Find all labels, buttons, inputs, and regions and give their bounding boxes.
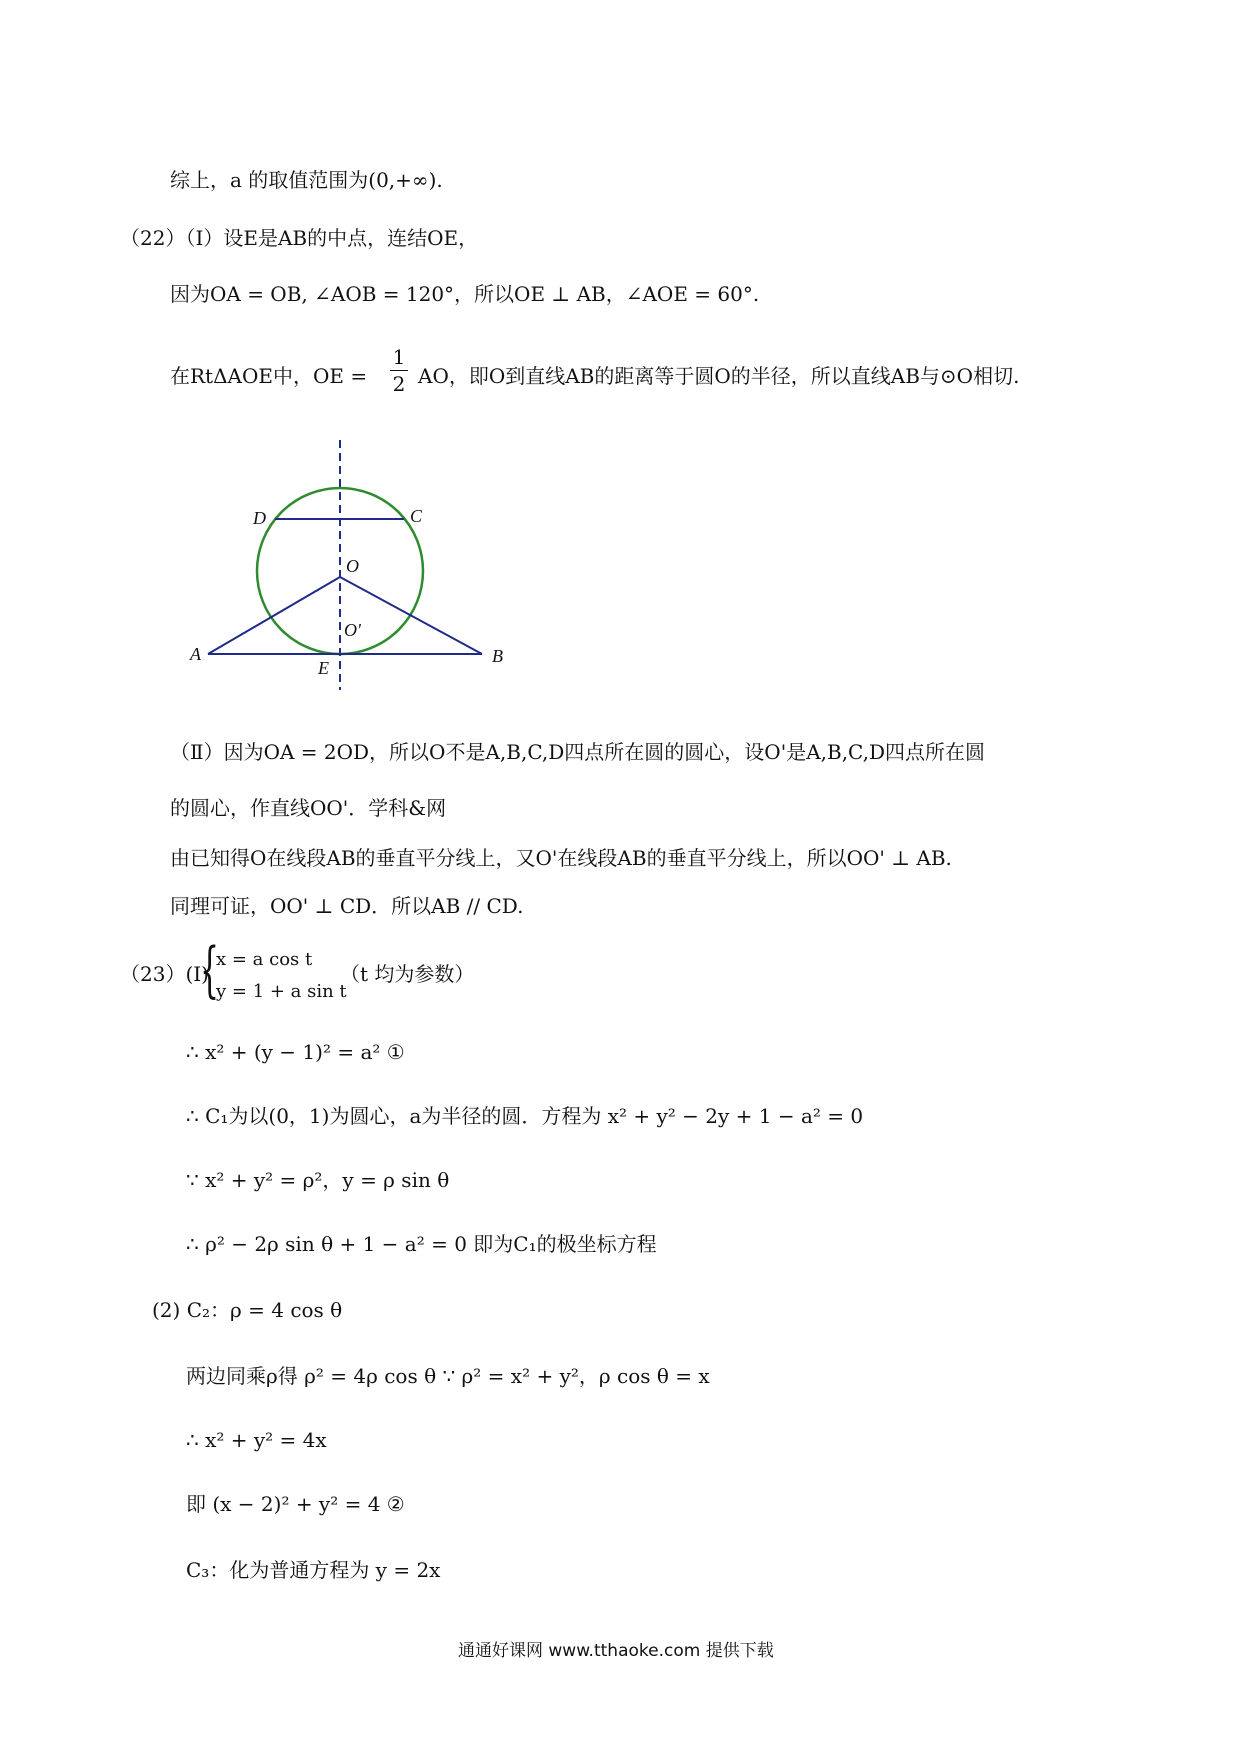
text-line-4a: 在RtΔAOE中，OE = <box>170 364 368 388</box>
text-line-13: ∴ ρ² − 2ρ sin θ + 1 − a² = 0 即为C₁的极坐标方程 <box>186 1232 657 1256</box>
label-b: B <box>492 646 503 666</box>
text-line-17: 即 (x − 2)² + y² = 4 ② <box>186 1492 405 1516</box>
text-line-10: ∴ x² + (y − 1)² = a² ① <box>186 1040 405 1064</box>
fraction-bar <box>390 370 408 371</box>
text-line-4b: AO，即O到直线AB的距离等于圆O的半径，所以直线AB与⊙O相切. <box>418 364 1020 388</box>
segment-oa <box>208 577 340 654</box>
text-line-18: C₃：化为普通方程为 y = 2x <box>186 1558 441 1582</box>
geometry-figure <box>180 440 540 700</box>
text-line-15: 两边同乘ρ得 ρ² = 4ρ cos θ ∵ ρ² = x² + y²，ρ cos θ = x <box>186 1364 710 1388</box>
text-line-2: （22）（Ⅰ）设E是AB的中点，连结OE， <box>120 226 479 250</box>
text-line-6: 的圆心，作直线OO'．学科&网 <box>170 796 447 820</box>
text-line-1: 综上，a 的取值范围为(0,+∞). <box>170 168 443 192</box>
text-line-12: ∵ x² + y² = ρ²，y = ρ sin θ <box>186 1168 450 1192</box>
text-line-3: 因为OA = OB, ∠AOB = 120°，所以OE ⊥ AB，∠AOE = 60°. <box>170 282 760 306</box>
label-a: A <box>190 644 201 664</box>
label-d: D <box>253 508 266 528</box>
text-line-7: 由已知得O在线段AB的垂直平分线上，又O'在线段AB的垂直平分线上，所以OO' ⊥ AB. <box>170 846 952 870</box>
label-o-prime: O' <box>344 620 361 640</box>
fraction-one-half <box>390 346 408 395</box>
equation-system <box>216 944 347 1008</box>
page-footer: 通通好课网 www.tthaoke.com 提供下载 <box>458 1641 774 1661</box>
fraction-numerator: 1 <box>392 345 406 369</box>
system-eq-2: y = 1 + a sin t <box>216 981 347 1002</box>
text-line-16: ∴ x² + y² = 4x <box>186 1428 327 1452</box>
text-line-8: 同理可证，OO' ⊥ CD．所以AB // CD. <box>170 894 524 918</box>
text-line-5: （Ⅱ）因为OA = 2OD，所以O不是A,B,C,D四点所在圆的圆心，设O'是A,B,C,D四点所在圆 <box>170 740 986 764</box>
text-line-9: （23）(Ⅰ) <box>120 962 209 986</box>
text-line-14: (2) C₂：ρ = 4 cos θ <box>152 1298 343 1322</box>
text-line-11: ∴ C₁为以(0，1)为圆心，a为半径的圆．方程为 x² + y² − 2y + 1 − a² = 0 <box>186 1104 864 1128</box>
system-brace: { <box>200 935 220 1005</box>
label-c: C <box>410 506 423 526</box>
label-e: E <box>318 658 329 678</box>
segment-ob <box>340 577 482 654</box>
label-o: O <box>346 556 359 576</box>
system-eq-1: x = a cos t <box>216 949 313 970</box>
fraction-denominator: 2 <box>392 372 406 396</box>
text-line-9b: （t 均为参数） <box>340 962 475 986</box>
